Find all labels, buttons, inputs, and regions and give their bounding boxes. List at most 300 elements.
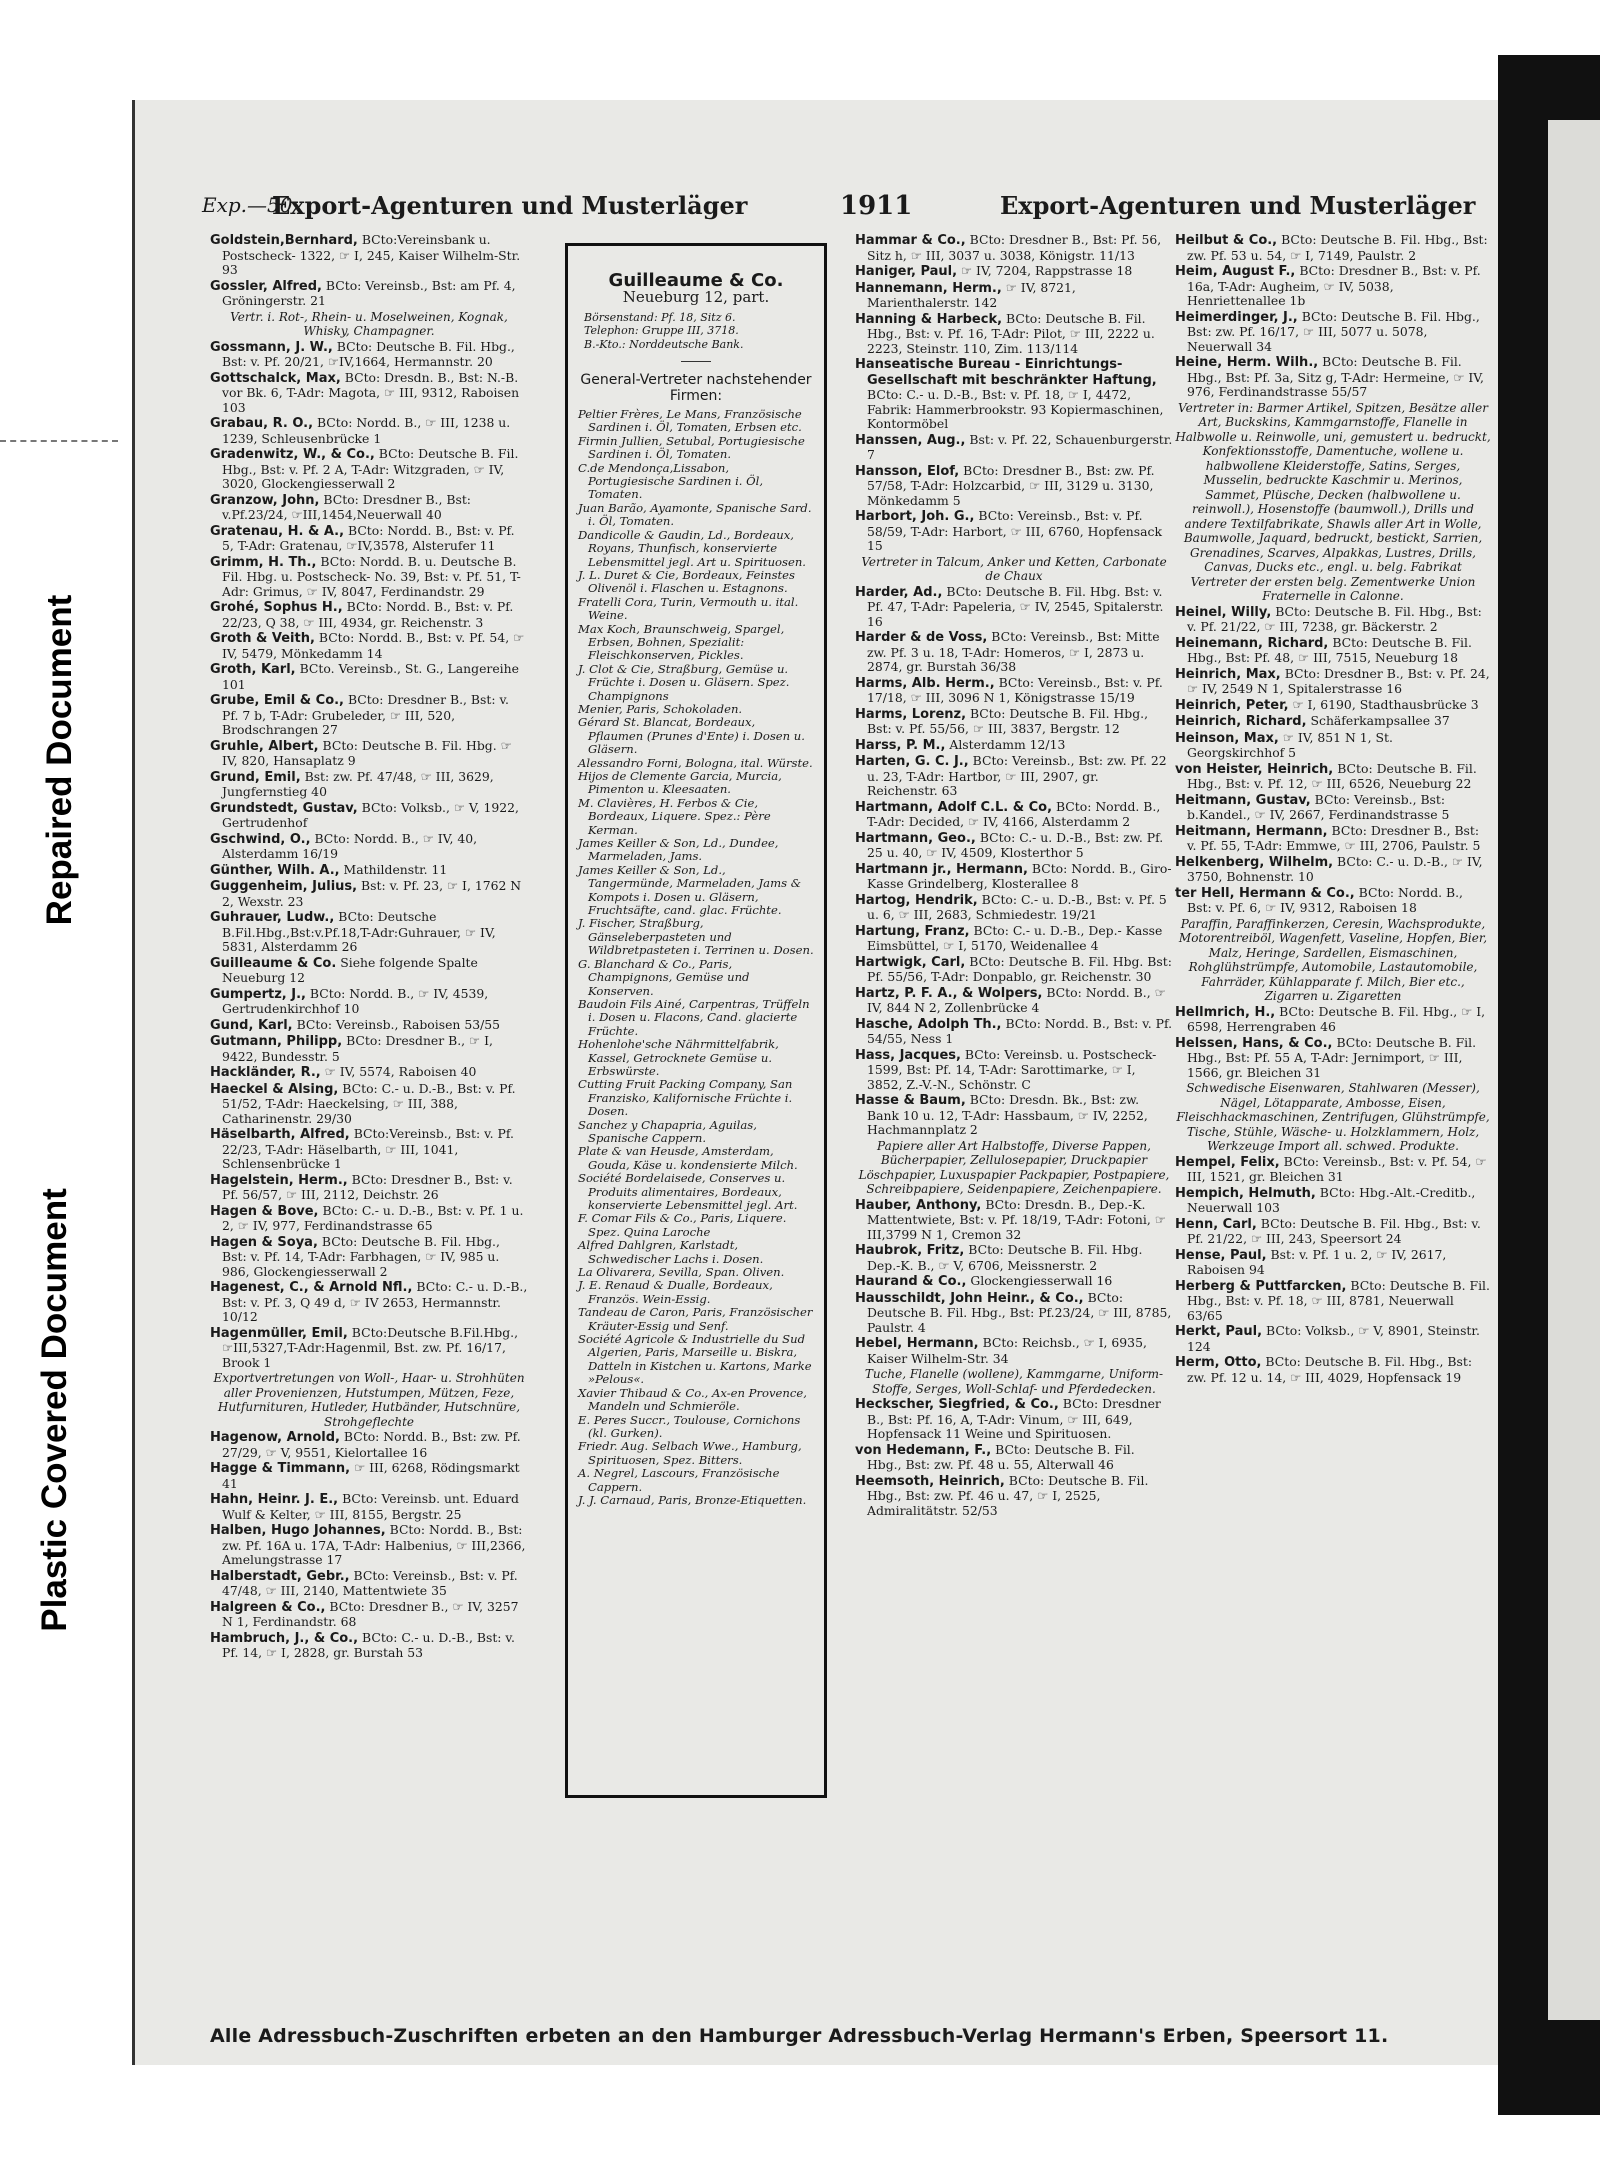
entry-name: Hempich, Helmuth, [1175,1185,1316,1201]
directory-entry [210,524,528,554]
entry-details: BCto: Nordd. B., ☞ IV, 844 N 2, Zollenbrücke 4 [867,984,1166,1015]
entry-name: Heinel, Willy, [1175,604,1272,620]
entry-name: Gottschalck, Max, [210,370,341,386]
entry-details: BCto: Vereinsb., Bst: zw. Pf. 22 u. 23, T-Adr: Hartbor, ☞ III, 2907, gr. Reichenstr. 63 [867,753,1167,798]
entry-description: Tuche, Flanelle (wollene), Kammgarne, Uniform-Stoffe, Serges, Woll-Schlaf- und Pferdedecken. [864,1367,1164,1396]
entry-details: Bst: v. Pf. 23, ☞ I, 1762 N 2, Wexstr. 23 [222,878,522,909]
entry-name: Günther, Wilh. A., [210,862,340,878]
directory-entry [855,893,1173,923]
represented-firm: J. L. Duret & Cie, Bordeaux, Feinstes Olivenöl i. Flaschen u. Estagnons. [578,567,795,596]
entry-name: Hartmann, Adolf C.L. & Co, [855,799,1053,815]
entry-details: BCto: Deutsche B. Fil. Hbg., Bst: v. Pf. 2 A, T-Adr: Witzgraden, ☞ IV, 3020, Glockengiesserwall 2 [222,446,519,491]
entry-details: BCto: Vereinsb., Bst: v. Pf. 54, ☞ III, 1521, gr. Bleichen 31 [1187,1153,1487,1184]
entry-name: Heim, August F., [1175,264,1296,279]
directory-entry [855,464,1173,509]
directory-entry [855,1474,1173,1519]
entry-details: BCto: Deutsche B. Fil. Hbg., Bst: v. Pf. 18, ☞ III, 8781, Neuerwall 63/65 [1187,1277,1490,1323]
entry-name: Hebel, Hermann, [855,1336,979,1351]
represented-firm: Dandicolle & Gaudin, Ld., Bordeaux, Royans, Thunfisch, konservierte Lebensmittel jegl. Art u. Spirituosen. [578,527,806,569]
entry-name: Heckscher, Siegfried, & Co., [855,1397,1059,1412]
directory-entry [1175,233,1491,263]
entry-details: BCto:Vereinsb., Bst: v. Pf. 22/23, T-Adr: Häselbarth, ☞ III, 1041, Schlensenbrücke 1 [222,1126,514,1171]
entry-details: BCto: Volksb., ☞ V, 8901, Steinstr. 124 [1187,1323,1480,1354]
directory-entry [210,493,528,523]
directory-entry [1175,762,1491,792]
entry-details: ☞ IV, 851 N 1, St. Georgskirchhof 5 [1187,729,1393,760]
entry-name: Hanseatische Bureau - Einrichtungs-Gesellschaft mit beschränkter Haftung, [855,357,1157,388]
header-left-title: Export-Agenturen und Musterläger [272,191,748,220]
entry-name: Heinrich, Richard, [1175,714,1307,729]
entry-details: BCto: Vereinsb. unt. Eduard Wulf & Kelter, ☞ III, 8155, Bergstr. 25 [222,1491,519,1522]
entry-details: BCto: Nordd. B., ☞ IV, 40, Alsterdamm 16/19 [222,830,478,861]
entry-details: Bst: v. Pf. 1 u. 2, ☞ IV, 2617, Raboisen 94 [1187,1246,1447,1277]
entry-details: BCto: Dresdner B., Bst: v. Pf. 24, ☞ IV, 2549 N 1, Spitalerstrasse 16 [1187,665,1490,696]
entry-details: Bst: v. Pf. 22, Schauenburgerstr. 7 [867,431,1173,462]
entry-name: Hasche, Adolph Th., [855,1016,1002,1032]
directory-entry [1175,1186,1491,1216]
directory-entry [855,1017,1173,1047]
directory-entry [1175,855,1491,885]
entry-details: BCto: Dresdner B., Bst: Pf. 56, Sitz h, ☞ III, 3037 u. 3038, Königstr. 11/13 [867,233,1162,263]
page-header [180,185,1476,223]
entry-name: Hammar & Co., [855,233,966,248]
directory-entry [210,279,528,309]
entry-details: BCto: Nordd. B., Bst: zw. Pf. 27/29, ☞ V, 9551, Kielortallee 16 [222,1429,521,1460]
entry-details: ☞ IV, 7204, Rappstrasse 18 [961,263,1133,278]
represented-firm: Alessandro Forni, Bologna, ital. Würste. [578,755,813,770]
entry-details: BCto: C.- u. D.-B., Bst: v. Pf. 51/52, T-Adr: Haeckelsing, ☞ III, 388, Catharinenstr. 29/30 [222,1080,516,1126]
entry-details: BCto: Dresdn. B., Dep.-K. Mattentwiete, Bst: v. Pf. 18/19, T-Adr: Fotoni, ☞ III,3799 N 1, Cremon 32 [867,1196,1166,1242]
represented-firm: Hijos de Clemente Garcia, Murcia, Pimenton u. Kleesaaten. [578,769,782,797]
represented-firms-list [578,408,814,1507]
directory-entry [210,770,528,800]
entry-name: Herm, Otto, [1175,1355,1262,1370]
directory-entry [210,987,528,1017]
entry-details: BCto: Deutsche B. Fil. Hbg., Bst: v. Pf. 20/21, ☞IV,1664, Hermannstr. 20 [222,338,515,369]
represented-firm: C.de Mendonça,Lissabon, Portugiesische Sardinen i. Öl, Tomaten. [578,460,764,502]
entry-details: Alsterdamm 12/13 [949,736,1066,752]
entry-details: BCto: Dresdner B., ☞ IV, 3257 N 1, Ferdinandstr. 68 [222,1598,519,1629]
represented-firm: E. Peres Succr., Toulouse, Cornichons (kl. Gurken). [578,1412,801,1440]
header-year: 1911 [840,191,913,221]
entry-details: ☞ III, 6268, Rödingsmarkt 41 [222,1460,520,1491]
header-right-title: Export-Agenturen und Musterläger [1000,191,1476,220]
entry-details: Mathildenstr. 11 [343,861,448,877]
directory-entry [210,739,528,769]
entry-details: Glockengiesserwall 16 [970,1273,1113,1288]
entry-details: BCto: Deutsche B. Fil. Hbg., Bst: v. Pf. 14, T-Adr: Farbhagen, ☞ IV, 985 u. 986, Glockengiesserwall 2 [222,1233,500,1279]
entry-name: Goldstein,Bernhard, [210,233,358,248]
directory-entry [855,264,1173,280]
entry-description: Schwedische Eisenwaren, Stahlwaren (Messer), Nägel, Lötapparate, Ambosse, Eisen, Fleischhackmaschinen, Zentrifugen, Glühstrümpfe, Tische, Stühle, Wäsche- u. Holzklammern, Holz, Werkzeuge Import all. schwed. Produkte. [1176,1081,1490,1153]
represented-firm: Max Koch, Braunschweig, Spargel, Erbsen, Bohnen, Spezialit: Fleischkonserven, Pickles. [578,621,785,663]
directory-entry [1175,886,1491,916]
entry-details: BCto. Vereinsb., St. G., Langereihe 101 [222,661,519,692]
entry-name: Herkt, Paul, [1175,1324,1263,1339]
directory-entry [210,416,528,446]
directory-entry [210,600,528,630]
entry-details: Siehe folgende Spalte Neueburg 12 [222,954,478,985]
entry-name: Halben, Hugo Johannes, [210,1523,386,1538]
entry-name: von Heister, Heinrich, [1175,761,1334,777]
directory-entry [210,832,528,862]
entry-name: Harten, G. C. J., [855,754,969,769]
entry-details: BCto: Hbg.-Alt.-Creditb., Neuerwall 103 [1187,1184,1476,1215]
directory-entry [855,1291,1173,1336]
directory-entry [210,1461,528,1491]
directory-entry [855,1397,1173,1442]
entry-details: BCto: C.- u. D.-B., Bst: zw. Pf. 25 u. 40, ☞ IV, 4509, Klosterthor 5 [867,829,1164,860]
entry-details: BCto: Deutsche B. Fil. Hbg. Bst: Pf. 55/56, T-Adr: Donpablo, gr. Reichenstr. 30 [867,953,1172,984]
entry-details: BCto: Volksb., ☞ V, 1922, Gertrudenhof [222,799,520,830]
entry-name: Gradenwitz, W., & Co., [210,447,375,462]
directory-entry [855,986,1173,1016]
directory-entry [210,371,528,416]
entry-details: BCto: Dresdner B., Bst: v.Pf.23/24, ☞III,1454,Neuerwall 40 [222,491,471,522]
directory-entry [1175,1355,1491,1385]
represented-firm: Juan Barão, Ayamonte, Spanische Sard. i. Öl, Tomaten. [578,500,812,529]
directory-entry [855,1443,1173,1473]
directory-entry [855,754,1173,799]
directory-entry [210,801,528,831]
entry-name: Hausschildt, John Heinr., & Co., [855,1290,1084,1306]
entry-details: BCto: C.- u. D.-B., Bst: v. Pf. 14, ☞ I, 2828, gr. Burstah 53 [222,1629,515,1660]
directory-entry [210,1018,528,1034]
entry-details: ☞ I, 6190, Stadthausbrücke 3 [1292,696,1479,712]
entry-name: Hagen & Bove, [210,1203,319,1219]
entry-name: Haurand & Co., [855,1274,967,1289]
directory-entry [210,1492,528,1522]
entry-details: BCto: C.- u. D.-B., Bst: v. Pf. 3, Q 49 d, ☞ IV 2653, Hermannstr. 10/12 [222,1279,528,1324]
entry-name: Hartog, Hendrik, [855,892,978,908]
directory-entry [1175,605,1491,635]
directory-entry [210,1065,528,1081]
entry-name: Heimerdinger, J., [1175,309,1298,325]
entry-name: Hasse & Baum, [855,1093,966,1108]
entry-name: Henn, Carl, [1175,1216,1257,1232]
entry-details: BCto: Deutsche B. Fil. Hbg., Bst: Pf. 3a, Sitz g, T-Adr: Hermeine, ☞ IV, 976, Ferdinandstrasse 55/57 [1187,354,1484,399]
entry-details: BCto: Deutsche B.Fil.Hbg.,Bst:v.Pf.18,T-Adr:Guhrauer, ☞ IV, 5831, Alsterdamm 26 [222,909,496,954]
entry-name: Guilleaume & Co. [210,955,337,971]
entry-details: BCto: Nordd. B., Bst: v. Pf. 6, ☞ IV, 9312, Raboisen 18 [1187,884,1463,915]
directory-entry [210,1204,528,1234]
entry-details: BCto: Deutsche B. Fil. Hbg., Bst: v. Pf. 12, ☞ III, 6526, Neueburg 22 [1187,760,1477,791]
directory-entry [210,340,528,370]
entry-details: BCto: C.- u. D.-B., Bst: v. Pf. 5 u. 6, ☞ III, 2683, Schmiedestr. 19/21 [867,891,1167,922]
entry-name: Heinrich, Peter, [1175,697,1289,713]
directory-entry [1175,793,1491,823]
entry-name: Gossmann, J. W., [210,339,333,355]
entry-name: Granzow, John, [210,492,320,508]
represented-firm: James Keiller & Son, Ld., Dundee, Marmeladen, Jams. [578,836,779,864]
advert-divider [681,361,711,362]
directory-entry [210,1235,528,1280]
entry-name: Gruhle, Albert, [210,738,319,754]
entry-name: Grohé, Sophus H., [210,600,343,615]
entry-details: BCto: Deutsche B. Fil. Hbg. ☞ IV, 820, Hansaplatz 9 [222,737,512,768]
directory-entry [210,863,528,879]
entry-name: Groth, Karl, [210,662,296,677]
entry-details: BCto: Vereinsb., Bst: am Pf. 4, Gröningerstr. 21 [222,277,516,308]
directory-entry [855,1048,1173,1093]
represented-firm: G. Blanchard & Co., Paris, Champignons, Gemüse und Konserven. [578,956,750,998]
entry-name: Harss, P. M., [855,737,946,753]
entry-name: Herberg & Puttfarcken, [1175,1278,1347,1294]
entry-details: BCto: Deutsche B. Fil. Hbg., Bst: v. Pf. 21/22, ☞ III, 7238, gr. Bäckerstr. 2 [1187,603,1482,634]
entry-details: Schäferkampsallee 37 [1310,713,1450,728]
entry-details: BCto: Nordd. B., T-Adr: Decided, ☞ IV, 4166, Alsterdamm 2 [867,798,1161,829]
column-4 [1175,233,1491,1813]
entry-details: BCto: Deutsche B. Fil. Hbg., Bst: Pf. 48, ☞ III, 7515, Neueburg 18 [1187,634,1472,665]
entry-name: Helkenberg, Wilhelm, [1175,854,1334,870]
directory-entry [855,312,1173,357]
entry-name: Hempel, Felix, [1175,1154,1280,1170]
entry-details: BCto: Deutsche B. Fil. Hbg., Bst: Pf.23/24, ☞ III, 8785, Paulstr. 4 [867,1289,1172,1335]
entry-name: Gutmann, Philipp, [210,1034,343,1049]
entry-name: Gratenau, H. & A., [210,523,345,539]
entry-details: BCto: Deutsche B. Fil. Hbg., Bst: zw. Pf. 53 u. 54, ☞ I, 7149, Paulstr. 2 [1187,233,1488,263]
directory-entry [210,1280,528,1325]
directory-entry [210,1034,528,1064]
entry-details: BCto: Vereinsb., Bst: b.Kandel., ☞ IV, 2667, Ferdinandstrasse 5 [1187,791,1450,822]
entry-name: Halberstadt, Gebr., [210,1568,350,1584]
represented-firm: J. E. Renaud & Dualle, Bordeaux, Französ. Wein-Essig. [578,1278,773,1306]
entry-name: Heitmann, Gustav, [1175,792,1311,808]
directory-entry [855,433,1173,463]
represented-firm: J. Clot & Cie, Straßburg, Gemüse u. Früchte i. Dosen u. Gläsern. Spez. Champignons [578,661,790,703]
entry-name: Heinrich, Max, [1175,666,1281,682]
directory-entry [1175,355,1491,400]
cut-line [0,440,118,442]
entry-details: BCto: Deutsche B. Fil. Hbg., Bst: zw. Pf. 46 u. 47, ☞ I, 2525, Admiralitätstr. 52/53 [867,1472,1149,1518]
advert-meta-line: Telephon: Gruppe III, 3718. [584,324,739,338]
entry-details: BCto: C.- u. D.-B., Bst: v. Pf. 18, ☞ I, 4472, Fabrik: Hammerbrookstr. 93 Kopiermaschinen, Kontormöbel [867,387,1164,431]
directory-entry [210,555,528,600]
entry-name: Heilbut & Co., [1175,233,1278,248]
represented-firm: Friedr. Aug. Selbach Wwe., Hamburg, Spirituosen, Spez. Bitters. [578,1439,802,1467]
entry-name: Hauber, Anthony, [855,1197,982,1213]
entry-description: Papiere aller Art Halbstoffe, Diverse Pappen, Bücherpapier, Zellulosepapier, Druckpapier Löschpapier, Luxuspapier Packpapier, Postpapiere, Schreibpapiere, Seidenpapiere, Zeichenpapiere. [858,1138,1170,1196]
directory-page [180,185,1491,2035]
entry-name: Harms, Alb. Herm., [855,675,995,691]
entry-name: Heinemann, Richard, [1175,635,1329,651]
entry-name: Hagen & Soya, [210,1234,318,1250]
represented-firm: Société Bordelaisede, Conserves u. Produits alimentaires, Bordeaux, konservierte Lebensmittel jegl. Art. [578,1171,798,1212]
entry-name: Heinson, Max, [1175,730,1279,746]
directory-entry [855,676,1173,706]
entry-name: Hagenest, C., & Arnold Nfl., [210,1280,413,1295]
directory-entry [855,862,1173,892]
represented-firm: Xavier Thibaud & Co., Ax-en Provence, Mandeln und Schmieröle. [578,1385,807,1414]
directory-entry [1175,1217,1491,1247]
entry-name: Grundstedt, Gustav, [210,800,358,816]
directory-entry [855,955,1173,985]
entry-details: BCto: C.- u. D.-B., Dep.- Kasse Eimsbüttel, ☞ I, 5170, Weidenallee 4 [867,922,1163,953]
directory-entry [855,233,1173,263]
directory-entry [855,1093,1173,1138]
entry-name: Häselbarth, Alfred, [210,1127,350,1142]
entry-description: Vertreter in: Barmer Artikel, Spitzen, Besätze aller Art, Buckskins, Kammgarnstoffe, Flanelle in Halbwolle u. Reinwolle, uni, gemustert u. bedruckt, Konfektionsstoffe, Damentuche, wollene u. halbwollene Kleiderstoffe, Satins, Serges, Musselin, bedruckte Kaschmir u. Merinos, Sammet, Plüsche, Decken (halbwollene u. reinwoll.), Hosenstoffe (baumwoll.), Drills und andere Textilfabrikate, Shawls aller Art in Wolle, Baumwolle, Jaquard, bedruckt, bestickt, Sarrien, Grenadines, Scarves, Alpakkas, Lustres, Drills, Canvas, Ducks etc., engl. u. belg. Fabrikat Vertreter der ersten belg. Zementwerke Union Fraternelle in Calonne. [1175,400,1491,603]
directory-entry [1175,698,1491,714]
represented-firm: Firmin Jullien, Setubal, Portugiesische Sardinen i. Öl, Tomaten. [578,433,805,462]
entry-details: BCto: C.- u. D.-B., Bst: v. Pf. 1 u. 2, ☞ IV, 977, Ferdinandstrasse 65 [222,1202,524,1233]
entry-name: Grimm, H. Th., [210,554,317,570]
entry-name: Haniger, Paul, [855,264,958,279]
advert-meta [584,311,814,351]
directory-entry [1175,714,1491,730]
entry-name: Hartung, Franz, [855,923,970,939]
entry-description: Vertr. i. Rot-, Rhein- u. Moselweinen, Kognak, Whisky, Champagner. [230,309,508,338]
entry-details: BCto: C.- u. D.-B., ☞ IV, 3750, Bohnenstr. 10 [1187,853,1483,884]
entry-details: BCto: Nordd. B. u. Deutsche B. Fil. Hbg. u. Postscheck- No. 39, Bst: v. Pf. 51, T-Adr: Grimus, ☞ IV, 8047, Ferdinandstr. 29 [222,553,521,599]
represented-firm: Gérard St. Blancat, Bordeaux, Pflaumen (Prunes d'Ente) i. Dosen u. Gläsern. [578,715,805,757]
entry-name: Harms, Lorenz, [855,706,967,722]
entry-details: BCto: Dresdner B., Bst: v. Pf. 55, T-Adr: Emmwe, ☞ III, 2706, Paulstr. 5 [1187,822,1481,853]
entry-name: Hanssen, Aug., [855,432,966,448]
entry-description: Vertreter in Talcum, Anker und Ketten, Carbonate de Chaux [861,554,1167,583]
entry-details: BCto: Nordd. B., ☞ III, 1238 u. 1239, Schleusenbrücke 1 [222,415,511,446]
represented-firm: Hohenlohe'sche Nährmittelfabrik, Kassel, Getrocknete Gemüse u. Erbswürste. [578,1037,779,1078]
entry-details: BCto: Dresdner B., Bst: v. Pf. 7 b, T-Adr: Grubeleder, ☞ III, 520, Brodschrangen 27 [222,692,509,737]
column-1 [210,233,528,1818]
advert-meta-line: B.-Kto.: Norddeutsche Bank. [584,337,744,351]
entry-name: Gund, Karl, [210,1017,293,1033]
entry-name: Helssen, Hans, & Co., [1175,1035,1333,1051]
directory-entry [210,1082,528,1127]
entry-name: Haeckel & Alsing, [210,1081,339,1097]
entry-details: BCto: Nordd. B., Bst: v. Pf. 5, T-Adr: Gratenau, ☞IV,3578, Alsterufer 11 [222,522,515,553]
entry-name: Harder, Ad., [855,584,943,600]
entry-details: BCto: Nordd. B., ☞ IV, 4539, Gertrudenkirchhof 10 [222,985,489,1016]
directory-entry [855,1198,1173,1243]
represented-firm: Tandeau de Caron, Paris, Französischer Kräuter-Essig und Senf. [578,1305,813,1333]
represented-firm: F. Comar Fils & Co., Paris, Liquere. Spez. Quina Laroche [578,1211,787,1239]
entry-description: Paraffin, Paraffinkerzen, Ceresin, Wachsprodukte, Motorentreiböl, Wagenfett, Vaseline, Hopfen, Bier, Malz, Heringe, Sardellen, Eismaschinen, Rohglühstrümpfe, Automobile, Lastautomobile, Fahrräder, Kühlapparate f. Milch, Bier etc., Zigarren u. Zigaretten [1178,916,1488,1003]
directory-entry [1175,1005,1491,1035]
entry-name: Harder & de Voss, [855,630,988,645]
represented-firm: M. Clavières, H. Ferbos & Cie, Bordeaux, Liquere. Spez.: Père Kerman. [578,795,771,837]
entry-name: Hahn, Heinr. J. E., [210,1492,339,1507]
directory-entry [210,1523,528,1568]
directory-entry [855,281,1173,311]
entry-details: Bst: zw. Pf. 47/48, ☞ III, 3629, Jungfernstieg 40 [222,768,494,799]
entry-details: BCto: Vereinsb., Bst: Mitte zw. Pf. 3 u. 18, T-Adr: Homeros, ☞ I, 2873 u. 2874, gr. Burstah 36/38 [867,629,1160,674]
entry-name: Gschwind, O., [210,831,311,847]
entry-details: BCto: Deutsche B. Fil. Hbg., Bst: zw. Pf. 16/17, ☞ III, 5077 u. 5078, Neuerwall 34 [1187,308,1480,354]
directory-entry [210,1326,528,1371]
entry-details: BCto: Nordd. B., Bst: zw. Pf. 16A u. 17A, T-Adr: Halbenius, ☞ III,2366, Amelungstrasse 17 [222,1522,526,1567]
entry-name: Hartmann, Geo., [855,830,976,846]
represented-firm: J. J. Carnaud, Paris, Bronze-Etiquetten. [578,1492,807,1507]
entry-name: Hagelstein, Herm., [210,1172,348,1188]
directory-entry [1175,1279,1491,1324]
entry-details: BCto: Deutsche B. Fil. Hbg., Bst: zw. Pf. 12 u. 14, ☞ III, 4029, Hopfensack 19 [1187,1354,1473,1385]
represented-firm: Société Agricole & Industrielle du Sud Algerien, Paris, Marseille u. Biskra, Datteln in Kistchen u. Kartons, Marke »Pelous«. [578,1332,812,1387]
directory-entry [855,357,1173,432]
entry-details: BCto: Deutsche B. Fil. Hbg., Bst: Pf. 55 A, T-Adr: Jernimport, ☞ III, 1566, gr. Bleichen 31 [1187,1034,1477,1080]
entry-name: Halgreen & Co., [210,1599,326,1615]
directory-entry [1175,1324,1491,1354]
represented-firm: Sanchez y Chapapria, Aguilas, Spanische Cappern. [578,1117,757,1145]
page-number: Exp.—50 [202,193,293,217]
entry-details: BCto: Dresdn. Bk., Bst: zw. Bank 10 u. 12, T-Adr: Hassbaum, ☞ IV, 2252, Hachmannplatz 2 [867,1092,1148,1137]
entry-details: BCto: Vereinsb., Bst: v. Pf. 47/48, ☞ III, 2140, Mattentwiete 35 [222,1567,518,1598]
entry-details: BCto: Dresdn. B., Bst: N.-B. vor Bk. 6, T-Adr: Magota, ☞ III, 9312, Raboisen 103 [222,369,520,415]
directory-entry [855,924,1173,954]
entry-details: BCto: Dresdner B., ☞ I, 9422, Bundesstr. 5 [222,1033,493,1064]
represented-firm: La Olivarera, Sevilla, Span. Oliven. [578,1265,785,1280]
entry-details: BCto: Vereinsb., Bst: v. Pf. 58/59, T-Adr: Harbort, ☞ III, 6760, Hopfensack 15 [867,508,1162,553]
page-footer: Alle Adressbuch-Zuschriften erbeten an den Hamburger Adressbuch-Verlag Hermann's Erben, Speersort 11. [210,2025,1389,2047]
entry-details: BCto: Dresdner B., Bst: v. Pf. 16a, T-Adr: Augheim, ☞ IV, 5038, Henriettenallee 1b [1187,263,1481,308]
entry-name: Hartz, P. F. A., & Wolpers, [855,985,1043,1001]
represented-firm: Plate & van Heusde, Amsterdam, Gouda, Käse u. kondensierte Milch. [578,1144,798,1172]
entry-name: Gumpertz, J., [210,986,306,1002]
entry-details: BCto: Deutsche B. Fil. Hbg., Bst: v. Pf. 55/56, ☞ III, 3837, Bergstr. 12 [867,705,1149,736]
guilleaume-advert [565,243,827,1798]
entry-name: Hambruch, J., & Co., [210,1630,359,1646]
directory-entry [1175,310,1491,355]
entry-details: BCto: Deutsche B. Fil. Hbg., ☞ I, 6598, Herrengraben 46 [1187,1003,1486,1034]
directory-entry [210,1600,528,1630]
entry-name: Harbort, Joh. G., [855,509,975,524]
entry-details: BCto: Dresdner B., Bst: Pf. 16, A, T-Adr: Vinum, ☞ III, 649, Hopfensack 11 Weine und Spirituosen. [867,1396,1161,1441]
advert-address: Neueburg 12, part. [622,288,770,307]
entry-details: BCto: Vereinsb. u. Postscheck- 1599, Bst: Pf. 14, T-Adr: Sarottimarke, ☞ I, 3852, Z.-V.-N., Schönstr. C [867,1046,1157,1092]
entry-details: BCto:Vereinsbank u. Postscheck- 1322, ☞ I, 245, Kaiser Wilhelm-Str. 93 [222,233,521,277]
directory-entry [855,585,1173,630]
entry-name: Hass, Jacques, [855,1047,961,1063]
entry-name: Hackländer, R., [210,1065,321,1080]
entry-details: BCto: Deutsche B. Fil. Hbg., Bst: v. Pf. 16, T-Adr: Pilot, ☞ III, 2222 u. 2223, Steinstr. 110, Zim. 113/114 [867,310,1155,356]
represented-firm: J. Fischer, Straßburg, Gänseleberpasteten und Wildbretpasteten i. Terrinen u. Dosen. [578,916,814,958]
entry-name: Haubrok, Fritz, [855,1243,965,1258]
entry-name: Hartmann jr., Hermann, [855,861,1028,877]
represented-firm: Cutting Fruit Packing Company, San Franzisko, Kalifornische Früchte i. Dosen. [578,1077,793,1119]
entry-name: Gossler, Alfred, [210,278,322,294]
directory-entry [855,1274,1173,1290]
directory-entry [210,693,528,738]
entry-details: BCto: Deutsche B. Fil. Hbg. Bst: v. Pf. 47, T-Adr: Papeleria, ☞ IV, 2545, Spitalerstr. 16 [867,583,1164,629]
entry-details: BCto: Deutsche B. Fil. Hbg., Bst: v. Pf. 21/22, ☞ III, 243, Speersort 24 [1187,1215,1481,1246]
entry-name: Grube, Emil & Co., [210,693,344,708]
advert-title: Guilleaume & Co. [608,270,784,291]
directory-entry [855,800,1173,830]
entry-details: BCto: Dresdner B., Bst: zw. Pf. 57/58, T-Adr: Holzcarbid, ☞ III, 3129 u. 3130, Mönkedamm 5 [867,462,1155,508]
directory-entry [210,233,528,278]
entry-details: BCto:Deutsche B.Fil.Hbg., ☞III,5327,T-Adr:Hagenmil, Bst. zw. Pf. 16/17, Brook 1 [222,1324,519,1370]
directory-entry [1175,1036,1491,1081]
directory-entry [1175,636,1491,666]
entry-description: Exportvertretungen von Woll-, Haar- u. Strohhüten aller Provenienzen, Hutstumpen, Mützen, Feze, Hutfurnituren, Hutleder, Hutbänder, Hutschnüre, Strohgeflechte [213,1371,525,1429]
directory-entry [210,631,528,661]
entry-name: Hannemann, Herm., [855,280,1002,296]
entry-name: Hagenmüller, Emil, [210,1325,348,1341]
directory-entry [855,707,1173,737]
entry-name: Heitmann, Hermann, [1175,823,1328,839]
entry-details: BCto: Vereinsb., Raboisen 53/55 [296,1016,501,1032]
next-page-edge [1548,120,1600,2020]
entry-name: Groth & Veith, [210,631,315,646]
represented-firm: Fratelli Cora, Turin, Vermouth u. ital. Weine. [578,594,799,623]
repaired-document-label: Repaired Document [40,594,79,926]
directory-entry [210,1631,528,1661]
column-3 [855,233,1173,1813]
directory-entry [1175,731,1491,761]
entry-details: BCto: Dresdner B., Bst: v. Pf. 56/57, ☞ III, 2112, Deichstr. 26 [222,1171,513,1202]
entry-name: Hagge & Timmann, [210,1461,351,1476]
entry-name: Grabau, R. O., [210,416,314,431]
